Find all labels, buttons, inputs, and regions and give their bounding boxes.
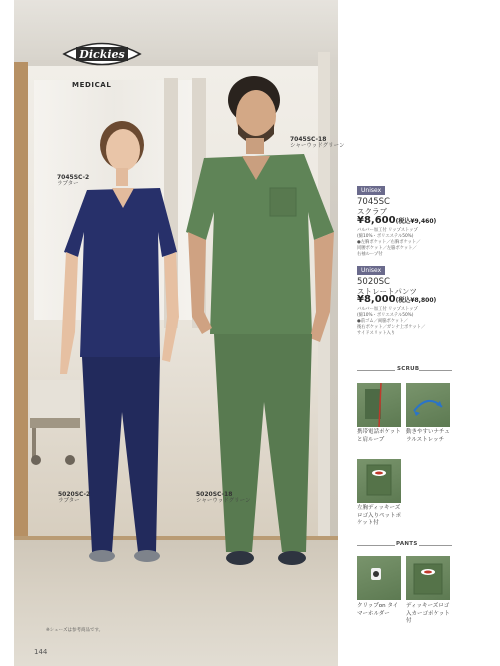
hero-photo (14, 0, 338, 666)
page-number: 144 (34, 648, 48, 656)
caption-timer-holder: クリップon タイマーホルダー (357, 603, 399, 617)
caption-logo-pocket: 左胸ディッキーズロゴ入りペットポケット付 (357, 505, 402, 526)
tag-woman-pants: 5020SC-2 ラプター (58, 491, 91, 504)
detail-phone-pocket-image (357, 383, 401, 427)
tag-man-pants: 5020SC-18 シャーウッドグリーン (196, 491, 251, 504)
detail-stretch-image (406, 383, 450, 427)
section-header-pants: PANTS (357, 541, 452, 549)
door-frame-left (14, 62, 28, 552)
detail-logo-pocket-image (357, 459, 401, 503)
product-spec: バルバー加工付 リップストップ (綿10%・ポリエステル50%) ●前ゴム／両脇ポケット／ 後右ポケット／ガンナ上ポケット／ サイドスリット入り (357, 307, 426, 336)
product-price: ¥8,600(税込¥9,460) (357, 215, 437, 226)
caption-cargo-pocket: ディッキーズロゴ入カーゴポケット付 (406, 603, 450, 624)
product-spec: バルバー加工付 リップストップ (綿10%・ポリエステル50%) ●左胸ポケット／右胸ポケット／ 同腰ポケット／左脇ポケット／ 右袖ループ付 (357, 228, 421, 257)
tag-woman-top: 7045SC-2 ラプター (57, 174, 90, 187)
section-header-scrub: SCRUB (357, 366, 452, 374)
product-code: 5020SC (357, 277, 390, 287)
product-badge: Unisex (357, 186, 385, 195)
brand-line: MEDICAL (72, 81, 112, 89)
product-code: 7045SC (357, 197, 390, 207)
product-price: ¥8,000(税込¥8,800) (357, 294, 437, 305)
tag-man-top: 7045SC-18 シャーウッドグリーン (290, 136, 345, 149)
detail-timer-holder-image (357, 556, 401, 600)
caption-stretch: 動きやすいナチュラルストレッチ (406, 429, 450, 443)
product-badge: Unisex (357, 266, 385, 275)
svg-text:Dickies: Dickies (79, 48, 125, 61)
detail-cargo-pocket-image (406, 556, 450, 600)
footnote: ※シューズは参考商品です。 (46, 628, 104, 633)
dickies-logo (62, 35, 142, 73)
product-name: スクラブ (357, 207, 387, 216)
caption-phone-pocket: 携帯電話ポケットと肩ループ (357, 429, 401, 443)
product-name: ストレートパンツ (357, 287, 417, 296)
